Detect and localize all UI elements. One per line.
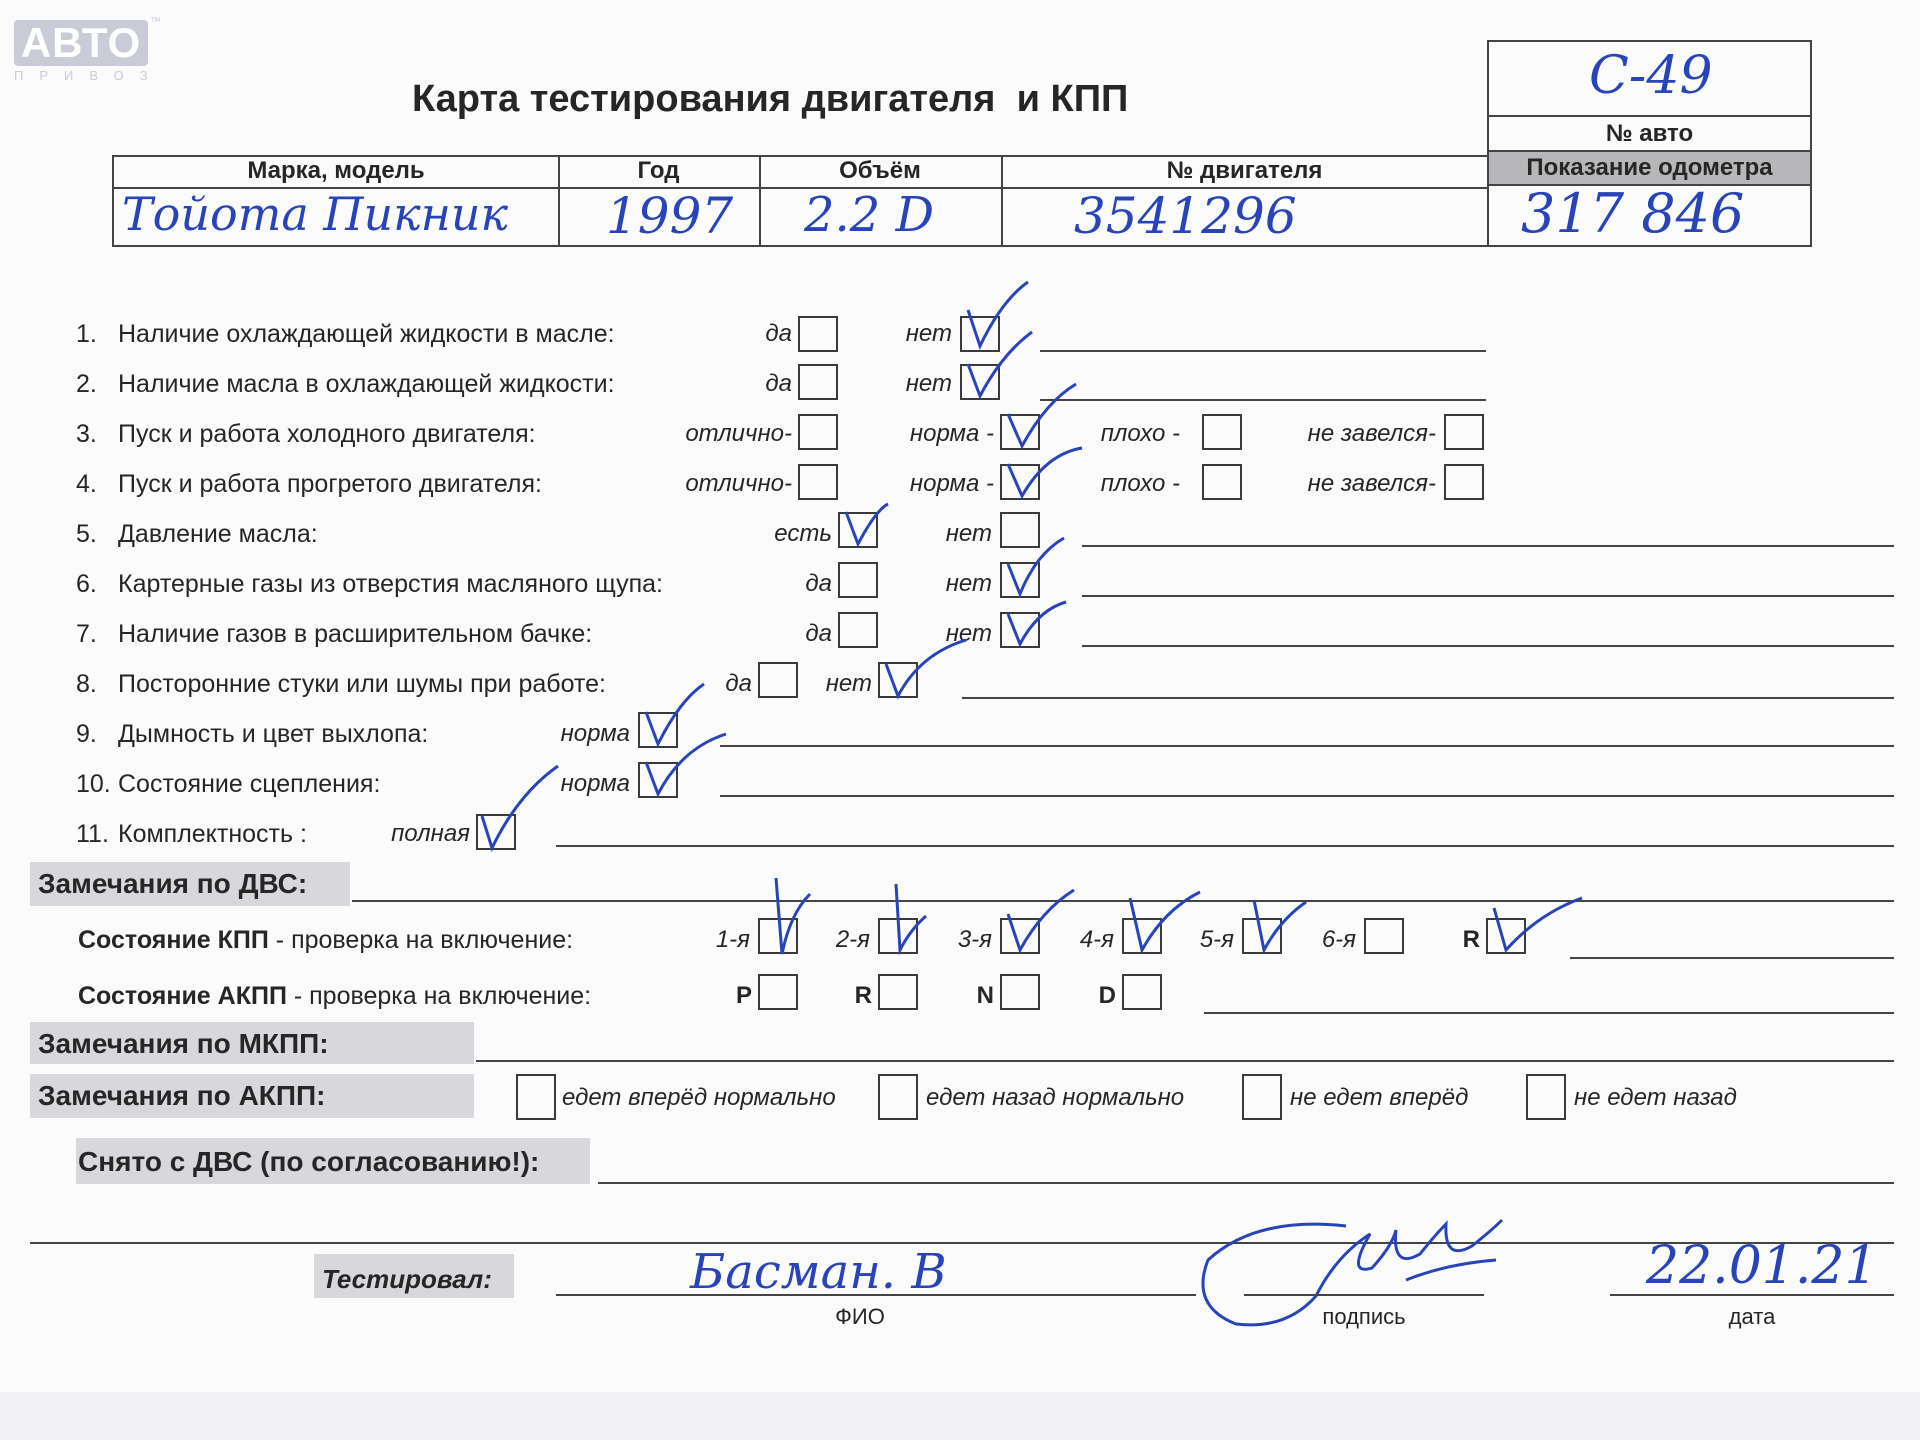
column-header-engine-number: № двигателя <box>1166 157 1323 184</box>
answer-line <box>556 845 1894 847</box>
gear-label: 2-я <box>835 926 870 953</box>
option-label: едет вперёд нормально <box>562 1084 836 1111</box>
gear-label: R <box>1462 926 1480 953</box>
check-mark-icon <box>1488 890 1568 960</box>
signature-line <box>1244 1294 1484 1296</box>
checkbox[interactable] <box>798 364 838 400</box>
auto-number-box <box>1487 40 1812 247</box>
option-label: нет <box>905 370 952 397</box>
answer-line <box>598 1182 1894 1184</box>
answer-line <box>1082 545 1894 547</box>
logo-subtitle: ПРИВОЗ <box>14 68 164 83</box>
option-label: нет <box>825 670 872 697</box>
model-value: Тойота Пикник <box>122 187 508 241</box>
option-label: отлично- <box>685 470 792 497</box>
question-text: Наличие охлаждающей жидкости в масле: <box>118 320 615 348</box>
check-mark-icon <box>640 730 720 800</box>
option-label: не завелся- <box>1307 420 1436 447</box>
option-label: не едет вперёд <box>1290 1084 1469 1111</box>
page-title: Карта тестирования двигателя и КПП <box>412 78 1129 120</box>
answer-line <box>352 900 1894 902</box>
column-header-volume: Объём <box>839 157 921 184</box>
check-mark-icon <box>1002 580 1082 650</box>
option-label: отлично- <box>685 420 792 447</box>
question-text: Посторонние стуки или шумы при работе: <box>118 670 606 698</box>
question-number: 5. <box>76 520 97 548</box>
kpp-label-bold: Состояние КПП <box>78 926 269 954</box>
akpp-checkbox[interactable] <box>758 974 798 1010</box>
akpp-checkbox[interactable] <box>878 974 918 1010</box>
question-number: 8. <box>76 670 97 698</box>
checkbox[interactable] <box>1202 464 1242 500</box>
question-text: Пуск и работа прогретого двигателя: <box>118 470 542 498</box>
check-mark-icon <box>1002 430 1082 500</box>
question-text: Давление масла: <box>118 520 318 548</box>
question-text: Дымность и цвет выхлопа: <box>118 720 429 748</box>
box-divider <box>1489 115 1810 117</box>
akpp-label <box>78 982 591 1011</box>
option-label: не едет назад <box>1574 1084 1737 1111</box>
odometer-value: 317 846 <box>1521 182 1745 245</box>
answer-line <box>720 795 1894 797</box>
remarks-dvs-label: Замечания по ДВС: <box>38 868 308 899</box>
answer-line <box>1040 399 1486 401</box>
test-date: 22.01.21 <box>1646 1236 1878 1296</box>
question-number: 2. <box>76 370 97 398</box>
answer-line <box>720 745 1894 747</box>
checkbox[interactable] <box>1202 414 1242 450</box>
checkbox[interactable] <box>798 316 838 352</box>
name-caption: ФИО <box>835 1304 885 1329</box>
answer-line <box>1082 645 1894 647</box>
option-label: норма - <box>909 470 994 497</box>
engine-number-value: 3541296 <box>1074 187 1297 245</box>
option-label: нет <box>905 320 952 347</box>
akpp-checkbox[interactable] <box>1000 974 1040 1010</box>
remarks-akpp-label: Замечания по АКПП: <box>38 1080 326 1111</box>
answer-line <box>1040 350 1486 352</box>
option-label: есть <box>774 520 832 547</box>
column-header-model: Марка, модель <box>247 157 425 184</box>
gear-label: 1-я <box>715 926 750 953</box>
answer-line <box>962 697 1894 699</box>
answer-line <box>1082 595 1894 597</box>
year-value: 1997 <box>606 187 734 245</box>
checkbox[interactable] <box>838 562 878 598</box>
gear-label: 6-я <box>1321 926 1356 953</box>
option-label: плохо - <box>1100 470 1180 497</box>
question-text: Состояние сцепления: <box>118 770 381 798</box>
auto-number-label: № авто <box>1605 120 1694 147</box>
question-text: Наличие масла в охлаждающей жидкости: <box>118 370 615 398</box>
question-number: 3. <box>76 420 97 448</box>
question-number: 6. <box>76 570 97 598</box>
akpp-position-label: R <box>854 982 872 1009</box>
question-number: 7. <box>76 620 97 648</box>
signature-caption: подпись <box>1322 1304 1406 1329</box>
question-number: 1. <box>76 320 97 348</box>
option-label: норма <box>560 720 630 747</box>
gear-label: 5-я <box>1199 926 1234 953</box>
column-header-year: Год <box>637 157 680 184</box>
option-label: нет <box>945 570 992 597</box>
removed-label: Снято с ДВС (по согласованию!): <box>78 1146 540 1177</box>
question-text: Наличие газов в расширительном бачке: <box>118 620 593 648</box>
answer-line <box>476 1060 1894 1062</box>
logo-text: АВТО <box>20 19 142 66</box>
option-label: да <box>765 320 792 347</box>
option-label: не завелся- <box>1307 470 1436 497</box>
checkbox[interactable] <box>878 1074 918 1120</box>
date-line <box>1610 1294 1894 1296</box>
remarks-mkpp-label: Замечания по МКПП: <box>38 1028 329 1059</box>
logo <box>14 20 148 66</box>
checkbox[interactable] <box>516 1074 556 1120</box>
scan-margin <box>0 1392 1920 1440</box>
checkbox[interactable] <box>838 612 878 648</box>
question-text: Пуск и работа холодного двигателя: <box>118 420 536 448</box>
answer-line <box>1204 1012 1894 1014</box>
tested-label: Тестировал: <box>322 1264 492 1294</box>
question-number: 9. <box>76 720 97 748</box>
akpp-checkbox[interactable] <box>1122 974 1162 1010</box>
checkbox[interactable] <box>798 414 838 450</box>
checkbox[interactable] <box>1526 1074 1566 1120</box>
option-label: едет назад нормально <box>926 1084 1185 1111</box>
option-label: да <box>805 570 832 597</box>
akpp-label-bold: Состояние АКПП <box>78 982 287 1010</box>
trademark-mark: ™ <box>150 16 161 28</box>
tester-name: Басман. В <box>690 1244 947 1300</box>
option-label: нет <box>945 620 992 647</box>
option-label: да <box>805 620 832 647</box>
kpp-label <box>78 926 573 955</box>
volume-value: 2.2 D <box>804 187 935 243</box>
option-label: норма - <box>909 420 994 447</box>
option-label: нет <box>945 520 992 547</box>
checkbox[interactable] <box>1444 414 1484 450</box>
question-number: 11. <box>76 820 109 848</box>
option-label: плохо - <box>1100 420 1180 447</box>
akpp-position-label: N <box>976 982 994 1009</box>
checkbox[interactable] <box>1444 464 1484 500</box>
answer-line <box>30 1242 1894 1244</box>
option-label: да <box>765 370 792 397</box>
name-line <box>556 1294 1196 1296</box>
question-text: Картерные газы из отверстия масляного щупа: <box>118 570 663 598</box>
akpp-position-label: P <box>735 982 752 1009</box>
option-label: полная <box>391 820 470 847</box>
check-mark-icon <box>478 760 558 830</box>
option-label: да <box>725 670 752 697</box>
question-number: 10. <box>76 770 111 798</box>
answer-line <box>1570 957 1894 959</box>
akpp-label-rest: - проверка на включение: <box>286 982 592 1010</box>
question-number: 4. <box>76 470 97 498</box>
akpp-position-label: D <box>1098 982 1116 1009</box>
check-mark-icon <box>880 630 960 700</box>
question-text: Комплектность : <box>118 820 307 848</box>
box-divider <box>1489 150 1810 152</box>
vehicle-info-table <box>112 155 1488 247</box>
option-label: норма <box>560 770 630 797</box>
kpp-label-rest: - проверка на включение: <box>268 926 574 954</box>
gear-checkbox[interactable] <box>1364 918 1404 954</box>
gear-label: 3-я <box>957 926 992 953</box>
gear-label: 4-я <box>1079 926 1114 953</box>
auto-number-value: С-49 <box>1589 46 1713 106</box>
checkbox[interactable] <box>798 464 838 500</box>
checkbox[interactable] <box>1242 1074 1282 1120</box>
odometer-label: Показание одометра <box>1526 154 1773 181</box>
date-caption: дата <box>1728 1304 1776 1329</box>
